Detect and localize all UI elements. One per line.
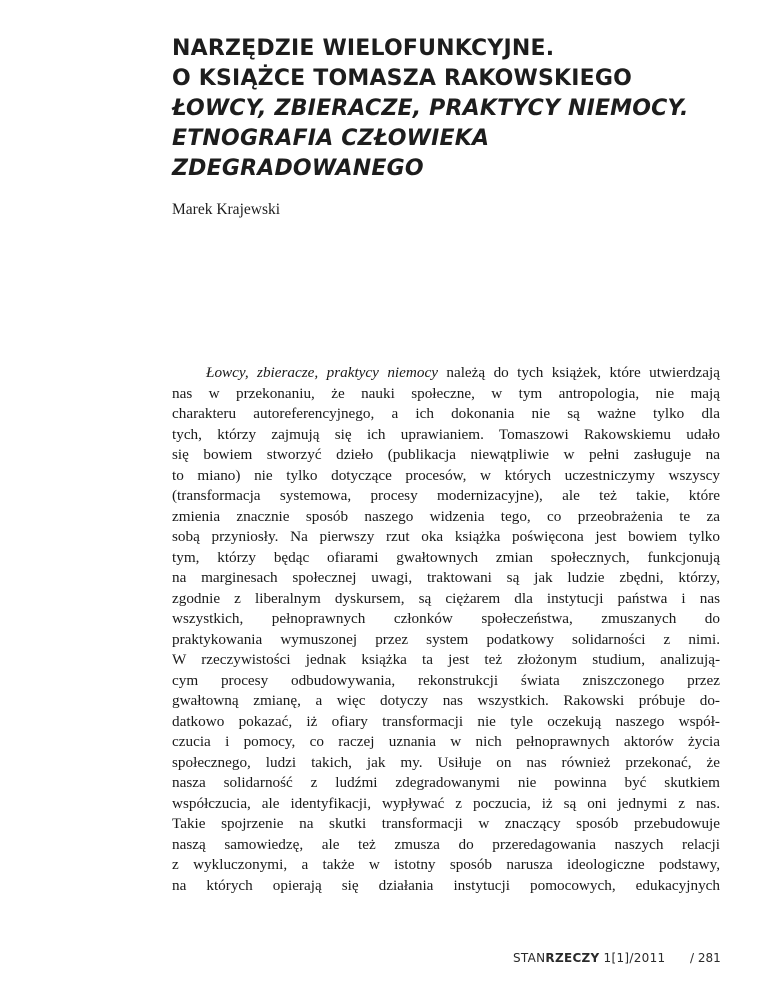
text-line: gwałtowną zmianę, a więc dotyczy nas wszystkich. Rakowski próbuje do- bbox=[172, 692, 720, 709]
text-line: z wykluczonymi, a także w istotny sposób narusza ideologiczne podstawy, bbox=[172, 856, 720, 873]
page-number: / 281 bbox=[690, 951, 721, 965]
text-line: zmienia znacznie sposób naszego widzenia tego, co przeobrażenia te za bbox=[172, 507, 720, 525]
issue-number: 1[1]/2011 bbox=[603, 951, 666, 965]
text-line: W rzeczywistości jednak książka ta jest też złożonym studium, analizują- bbox=[172, 651, 720, 668]
text-line: na marginesach społecznej uwagi, traktowani są jak ludzie zbędni, którzy, bbox=[172, 569, 720, 586]
text-line: tym, którzy będąc ofiarami gwałtownych zmian społecznych, funkcjonują bbox=[172, 548, 720, 566]
text-line: (transformacja systemowa, procesy modernizacyjne), ale też takie, które bbox=[172, 487, 720, 504]
text-line: tych, którzy zajmują się ich uprawianiem. Tomaszowi Rakowskiemu udało bbox=[172, 425, 720, 443]
title-line: NARZĘDZIE WIELOFUNKCYJNE. bbox=[172, 36, 555, 61]
text-line: nas w przekonaniu, że nauki społeczne, w tym antropologia, nie mają bbox=[172, 384, 720, 402]
title-line: O KSIĄŻCE TOMASZA RAKOWSKIEGO bbox=[172, 66, 633, 91]
text-line: zgodnie z liberalnym dyskursem, są ciężarem dla instytucji państwa i nas bbox=[172, 589, 720, 607]
book-title-italic: Łowcy, zbieracze, praktycy niemocy bbox=[206, 364, 438, 381]
text-line: na których opierają się działania instytucji pomocowych, edukacyjnych bbox=[172, 876, 720, 894]
text-line: czucia i pomocy, co raczej uznania w nich pełnoprawnych aktorów życia bbox=[172, 733, 720, 750]
text-line: to miano) nie tylko dotyczące procesów, w których uczestniczymy wszyscy bbox=[172, 466, 720, 484]
text-line: społecznego, ludzi takich, jak my. Usiłuje on nas również przekonać, że bbox=[172, 753, 720, 771]
text-line: nasza solidarność z ludźmi zdegradowanymi nie powinna być skutkiem bbox=[172, 774, 720, 791]
title-line-book-title: ZDEGRADOWANEGO bbox=[172, 156, 424, 181]
text-line: naszą samowiedzę, ale też zmusza do przeredagowania naszych relacji bbox=[172, 835, 720, 853]
lead-rest: należą do tych książek, które utwierdzają bbox=[437, 364, 720, 381]
text-line: datkowo pokazać, iż ofiary transformacji nie tyle oczekują naszego współ- bbox=[172, 712, 720, 730]
article-title bbox=[172, 34, 732, 184]
text-line: współczucia, ale identyfikacji, wypływać z poczucia, iż są oni jednymi z nas. bbox=[172, 794, 720, 812]
text-line: sobą przyniosły. Na pierwszy rzut oka książka poświęcona jest bowiem tylko bbox=[172, 528, 720, 545]
title-line-book-title: ETNOGRAFIA CZŁOWIEKA bbox=[172, 126, 490, 151]
text-line: Takie spojrzenie na skutki transformacji w znaczący sposób przebudowuje bbox=[172, 815, 720, 832]
journal-name-part2: RZECZY bbox=[545, 951, 600, 965]
text-line: praktykowania wymuszonej przez system podatkowy solidarności z nimi. bbox=[172, 630, 720, 648]
journal-name-part1: STAN bbox=[513, 951, 546, 965]
title-line-book-title: ŁOWCY, ZBIERACZE, PRAKTYCY NIEMOCY. bbox=[172, 96, 689, 121]
paragraph-first-line bbox=[172, 363, 720, 384]
text-line: wszystkich, pełnoprawnych członków społeczeństwa, zmuszanych do bbox=[172, 610, 720, 627]
journal-footer bbox=[513, 951, 665, 965]
body-text bbox=[172, 363, 720, 896]
text-line: cym procesy odbudowywania, rekonstrukcji świata zniszczonego przez bbox=[172, 671, 720, 689]
author-name: Marek Krajewski bbox=[172, 201, 281, 218]
text-line: charakteru autoreferencyjnego, a ich dokonania nie są ważne tylko dla bbox=[172, 405, 720, 422]
text-line: się bowiem stworzyć dzieło (publikacja niewątpliwie w pełni zasługuje na bbox=[172, 446, 720, 463]
